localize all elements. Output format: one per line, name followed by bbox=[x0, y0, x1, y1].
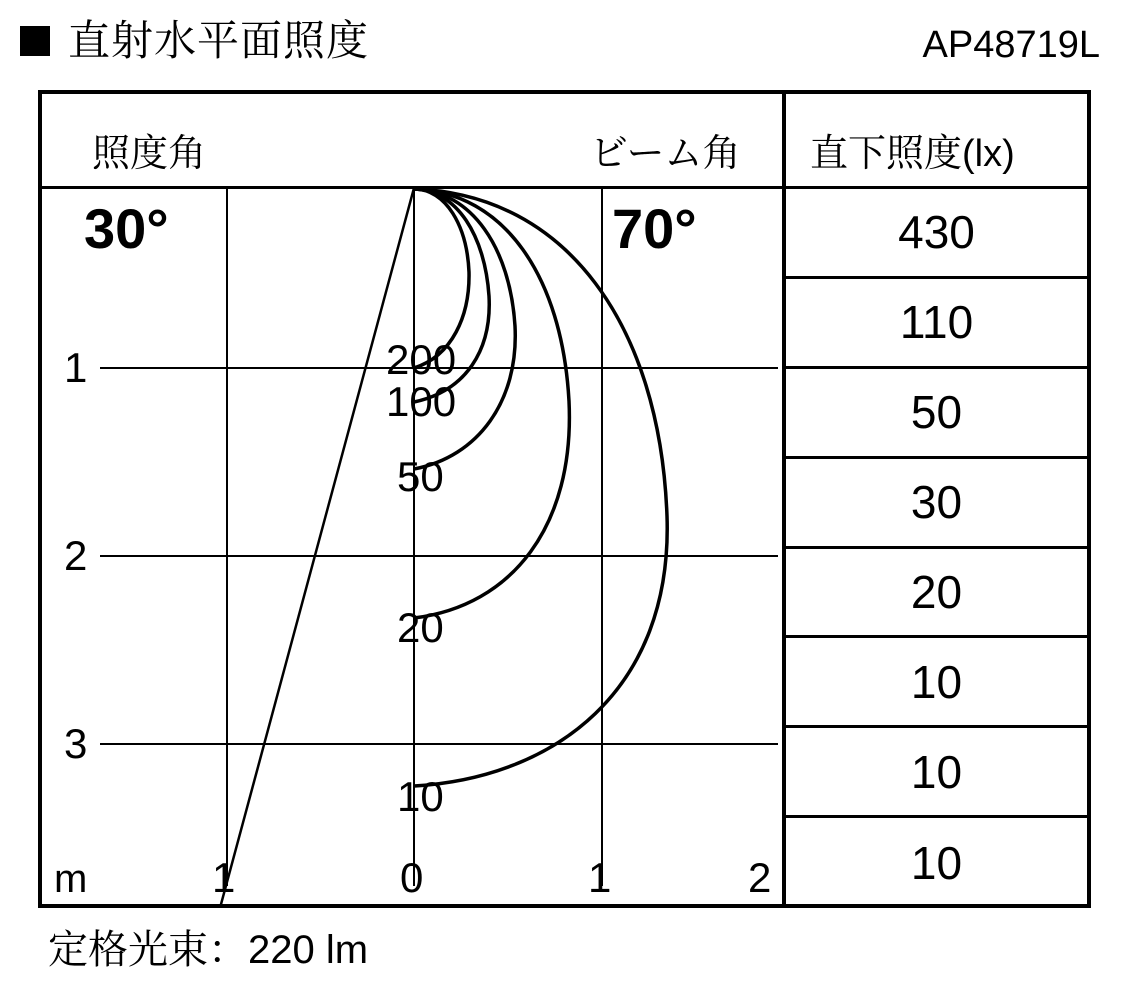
x-axis-unit: m bbox=[54, 857, 88, 901]
contour-label-200: 200 bbox=[386, 336, 457, 383]
table-row: 50 bbox=[786, 369, 1087, 459]
illuminance-angle-label: 照度角 bbox=[92, 133, 207, 175]
table-row: 10 bbox=[910, 837, 963, 890]
y-tick-2: 2 bbox=[64, 532, 88, 579]
contour-label-100: 100 bbox=[386, 378, 457, 425]
illuminance-angle-ray bbox=[220, 188, 414, 908]
illuminance-diagram bbox=[42, 186, 782, 908]
direct-illuminance-table bbox=[786, 189, 1087, 908]
title-block bbox=[20, 17, 370, 64]
contour-50 bbox=[414, 189, 515, 469]
square-marker-icon bbox=[20, 26, 50, 56]
y-tick-1: 1 bbox=[64, 344, 88, 391]
page-title: 直射水平面照度 bbox=[68, 17, 370, 64]
y-tick-3: 3 bbox=[64, 720, 88, 767]
chart-frame bbox=[38, 90, 1091, 908]
contour-label-20: 20 bbox=[397, 604, 444, 651]
x-tick-0: 0 bbox=[400, 854, 424, 901]
x-tick-2: 2 bbox=[748, 854, 772, 901]
table-row: 10 bbox=[786, 728, 1087, 818]
table-row: 30 bbox=[786, 459, 1087, 549]
direct-illuminance-header: 直下照度(lx) bbox=[810, 133, 1015, 175]
chart-header bbox=[0, 0, 1126, 88]
rated-flux-note: 定格光束：220 lm bbox=[48, 928, 369, 972]
model-code: AP48719L bbox=[922, 24, 1100, 66]
x-tick-1: 1 bbox=[588, 854, 612, 901]
contour-label-10: 10 bbox=[397, 773, 444, 820]
table-row: 430 bbox=[786, 189, 1087, 279]
table-row: 20 bbox=[786, 549, 1087, 639]
diagram-svg bbox=[42, 186, 782, 908]
beam-angle-value: 70° bbox=[612, 197, 697, 260]
x-tick-minus1: 1 bbox=[212, 854, 236, 901]
contour-label-50: 50 bbox=[397, 453, 444, 500]
table-row: 10 bbox=[786, 638, 1087, 728]
beam-angle-label: ビーム角 bbox=[590, 133, 741, 175]
table-row: 110 bbox=[786, 279, 1087, 369]
illuminance-angle-value: 30° bbox=[84, 197, 169, 260]
